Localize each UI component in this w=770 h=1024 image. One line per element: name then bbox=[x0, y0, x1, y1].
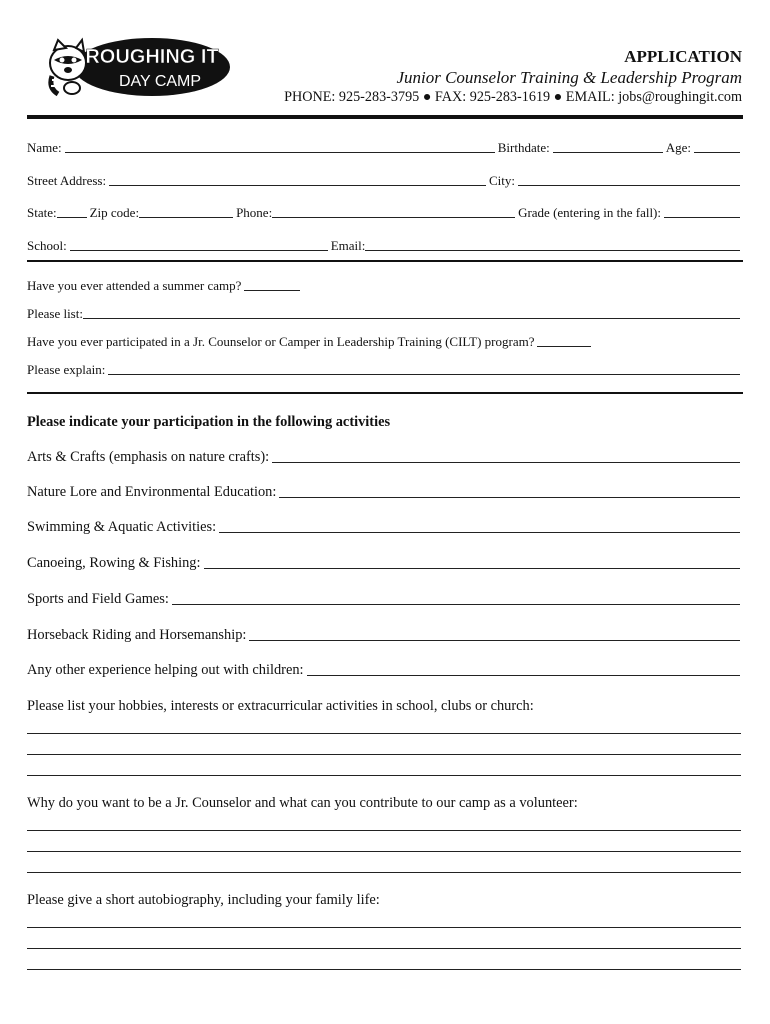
bio-label: Please give a short autobiography, including your family life: bbox=[27, 892, 380, 908]
street-field[interactable] bbox=[109, 185, 486, 186]
canoe-field[interactable] bbox=[204, 568, 741, 569]
row-school bbox=[27, 238, 743, 254]
arts-field[interactable] bbox=[272, 462, 740, 463]
section-rule-2 bbox=[27, 392, 743, 394]
row-name bbox=[27, 140, 743, 156]
row-q-camp bbox=[27, 278, 743, 294]
age-field[interactable] bbox=[694, 152, 740, 153]
list-label: Please list: bbox=[27, 306, 83, 321]
school-label: School: bbox=[27, 238, 67, 253]
hobbies-line-1[interactable] bbox=[27, 733, 741, 734]
swim-label: Swimming & Aquatic Activities: bbox=[27, 519, 217, 535]
row-arts bbox=[27, 449, 743, 466]
street-label: Street Address: bbox=[27, 173, 107, 188]
hobbies-line-2[interactable] bbox=[27, 754, 741, 755]
row-q-cilt bbox=[27, 334, 743, 350]
why-line-1[interactable] bbox=[27, 830, 741, 831]
explain-label: Please explain: bbox=[27, 362, 106, 377]
children-label: Any other experience helping out with children: bbox=[27, 662, 304, 678]
row-list bbox=[27, 306, 743, 322]
children-field[interactable] bbox=[307, 675, 740, 676]
row-bio bbox=[27, 892, 743, 909]
city-label: City: bbox=[488, 173, 515, 188]
name-field[interactable] bbox=[65, 152, 495, 153]
q-cilt-label: Have you ever participated in a Jr. Counselor or Camper in Leadership Training (CILT) program? bbox=[27, 334, 535, 349]
why-label: Why do you want to be a Jr. Counselor and what can you contribute to our camp as a volunteer: bbox=[27, 795, 578, 811]
state-field[interactable] bbox=[57, 217, 87, 218]
logo-line1: ROUGHING IT bbox=[85, 46, 219, 68]
sports-field[interactable] bbox=[172, 604, 740, 605]
swim-field[interactable] bbox=[219, 532, 740, 533]
grade-label: Grade (entering in the fall): bbox=[518, 205, 661, 220]
doc-subtitle: Junior Counselor Training & Leadership Program bbox=[396, 68, 742, 87]
activities-heading: Please indicate your participation in the following activities bbox=[27, 414, 391, 430]
row-horse bbox=[27, 627, 743, 644]
state-label: State: bbox=[27, 205, 57, 220]
explain-field[interactable] bbox=[108, 374, 740, 375]
bio-line-1[interactable] bbox=[27, 927, 741, 928]
zip-field[interactable] bbox=[139, 217, 233, 218]
age-label: Age: bbox=[665, 140, 691, 155]
bio-line-3[interactable] bbox=[27, 969, 741, 970]
row-swim bbox=[27, 519, 743, 536]
raccoon-icon bbox=[50, 40, 86, 94]
row-contact bbox=[27, 205, 743, 221]
why-line-2[interactable] bbox=[27, 851, 741, 852]
horse-label: Horseback Riding and Horsemanship: bbox=[27, 627, 247, 643]
school-field[interactable] bbox=[70, 250, 328, 251]
contact-info: PHONE: 925-283-3795 ● FAX: 925-283-1619 ● EMAIL: jobs@roughingit.com bbox=[284, 89, 742, 105]
phone-label: Phone: bbox=[236, 205, 273, 220]
row-canoe bbox=[27, 555, 743, 572]
q-camp-field[interactable] bbox=[244, 290, 300, 291]
header-rule bbox=[27, 115, 743, 119]
camp-logo bbox=[46, 36, 232, 98]
hobbies-line-3[interactable] bbox=[27, 775, 741, 776]
canoe-label: Canoeing, Rowing & Fishing: bbox=[27, 555, 201, 571]
bio-line-2[interactable] bbox=[27, 948, 741, 949]
phone-field[interactable] bbox=[272, 217, 515, 218]
hobbies-label: Please list your hobbies, interests or extracurricular activities in school, clubs or church: bbox=[27, 698, 534, 714]
logo-line2: DAY CAMP bbox=[118, 73, 202, 90]
row-address bbox=[27, 173, 743, 189]
q-cilt-field[interactable] bbox=[537, 346, 591, 347]
row-nature bbox=[27, 484, 743, 501]
birthdate-label: Birthdate: bbox=[497, 140, 550, 155]
row-children bbox=[27, 662, 743, 679]
list-field[interactable] bbox=[83, 318, 740, 319]
why-line-3[interactable] bbox=[27, 872, 741, 873]
grade-field[interactable] bbox=[664, 217, 740, 218]
doc-title: APPLICATION bbox=[624, 47, 742, 66]
q-camp-label: Have you ever attended a summer camp? bbox=[27, 278, 242, 293]
birthdate-field[interactable] bbox=[553, 152, 663, 153]
email-label: Email: bbox=[330, 238, 366, 253]
row-explain bbox=[27, 362, 743, 378]
row-hobbies bbox=[27, 698, 743, 715]
name-label: Name: bbox=[27, 140, 62, 155]
nature-field[interactable] bbox=[279, 497, 740, 498]
horse-field[interactable] bbox=[249, 640, 740, 641]
nature-label: Nature Lore and Environmental Education: bbox=[27, 484, 277, 500]
row-sports bbox=[27, 591, 743, 608]
email-field[interactable] bbox=[365, 250, 740, 251]
row-why bbox=[27, 795, 743, 812]
sports-label: Sports and Field Games: bbox=[27, 591, 169, 607]
zip-label: Zip code: bbox=[89, 205, 140, 220]
arts-label: Arts & Crafts (emphasis on nature crafts): bbox=[27, 449, 270, 465]
city-field[interactable] bbox=[518, 185, 740, 186]
section-rule-1 bbox=[27, 260, 743, 262]
